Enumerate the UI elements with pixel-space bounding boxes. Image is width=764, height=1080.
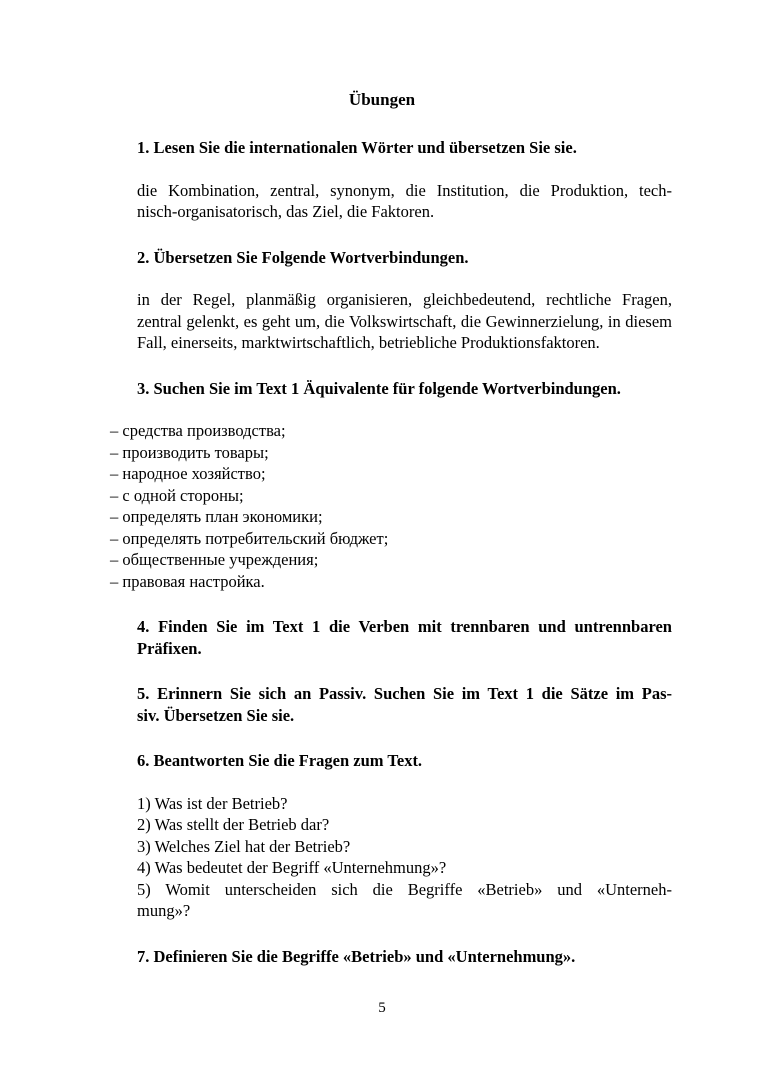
question-item-cont: mung»? [137, 901, 191, 920]
exercise-3-heading: 3. Suchen Sie im Text 1 Äquivalente für folgende Wortverbindungen. [137, 378, 621, 398]
exercise-6-questions [137, 793, 672, 922]
question-item: 3) Welches Ziel hat der Betrieb? [137, 836, 351, 856]
exercise-2-text-line: in der Regel, planmäßig organisieren, gleichbedeutend, rechtliche Fragen, [137, 290, 672, 309]
exercise-7-heading: 7. Definieren Sie die Begriffe «Betrieb» und «Unternehmung». [137, 946, 576, 966]
list-item: – производить товары; [110, 442, 269, 462]
exercise-5-heading-cont: siv. Übersetzen Sie sie. [137, 705, 295, 725]
list-item: – общественные учреждения; [110, 550, 319, 569]
list-item: – определять план экономики; [110, 507, 323, 526]
list-item: – народное хозяйство; [110, 464, 266, 483]
exercise-3-list [110, 420, 672, 592]
list-item: – определять потребительский бюджет; [110, 528, 389, 548]
exercise-4-heading-cont: Präfixen. [137, 638, 202, 658]
exercise-2-text-line: Fall, einerseits, marktwirtschaftlich, betriebliche Produktionsfaktoren. [137, 333, 600, 352]
exercise-2-text-line: zentral gelenkt, es geht um, die Volkswirtschaft, die Gewinnerzielung, in diesem [137, 311, 672, 331]
list-item: – с одной стороны; [110, 485, 244, 505]
question-item: 5) Womit unterscheiden sich die Begriffe «Betrieb» und «Unterneh- [137, 879, 672, 899]
question-item: 4) Was bedeutet der Begriff «Unternehmung»? [137, 858, 447, 877]
list-item: – правовая настройка. [110, 571, 265, 591]
question-item: 1) Was ist der Betrieb? [137, 793, 288, 813]
question-item: 2) Was stellt der Betrieb dar? [137, 815, 330, 834]
page-title: Übungen [348, 90, 416, 109]
exercise-5-heading: 5. Erinnern Sie sich an Passiv. Suchen Sie im Text 1 die Sätze im Pas- [137, 684, 672, 703]
exercise-1-text-line: nisch-organisatorisch, das Ziel, die Faktoren. [137, 202, 435, 221]
exercise-1-heading: 1. Lesen Sie die internationalen Wörter und übersetzen Sie sie. [137, 138, 577, 157]
exercise-2-heading: 2. Übersetzen Sie Folgende Wortverbindungen. [137, 247, 469, 267]
exercise-1-text-line: die Kombination, zentral, synonym, die Institution, die Produktion, tech- [137, 180, 672, 200]
exercise-list [110, 137, 672, 967]
exercise-4-heading: 4. Finden Sie im Text 1 die Verben mit trennbaren und untrennbaren [137, 617, 672, 636]
page-number: 5 [378, 1000, 386, 1016]
list-item: – средства производства; [110, 421, 286, 440]
exercise-6-heading: 6. Beantworten Sie die Fragen zum Text. [137, 751, 423, 770]
